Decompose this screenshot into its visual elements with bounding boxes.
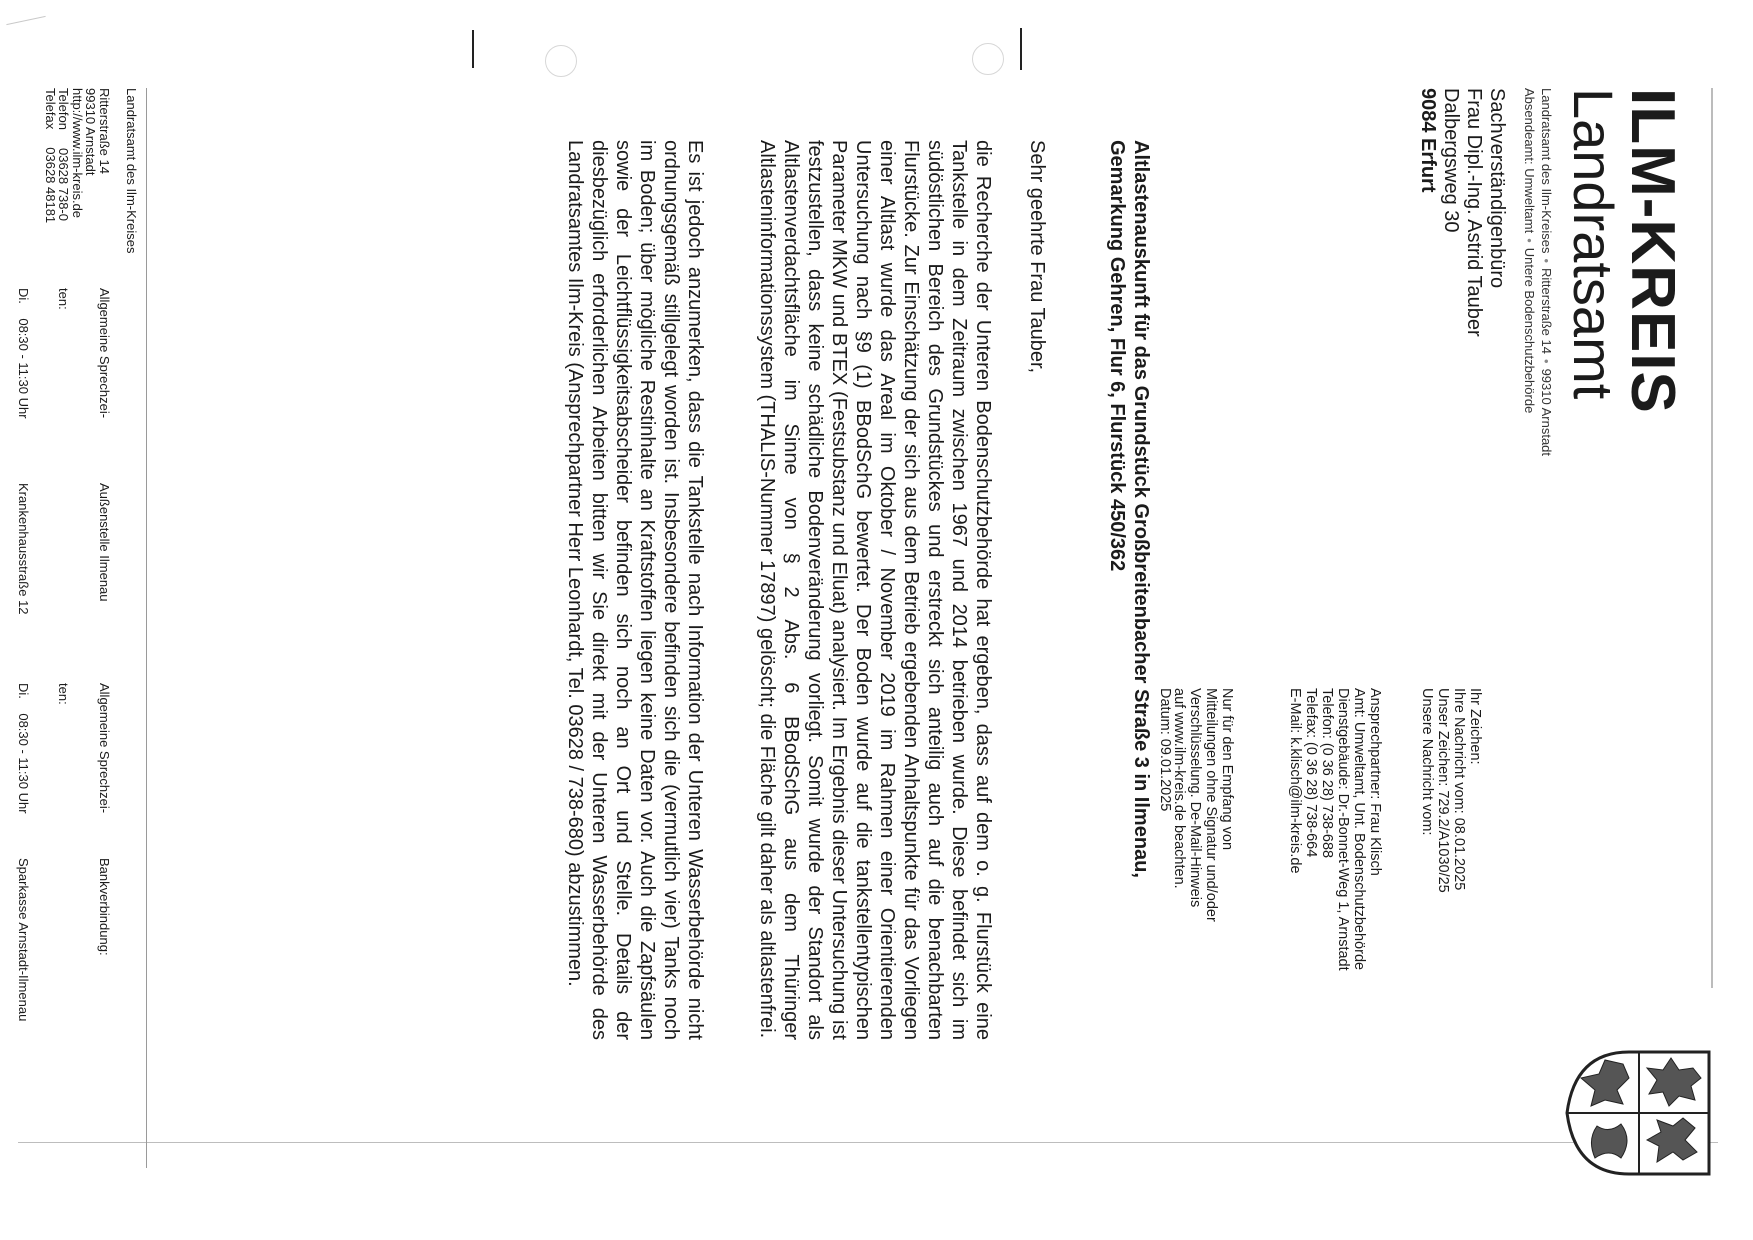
separator-dot: • [1522, 238, 1537, 243]
separator-dot: • [1539, 258, 1554, 264]
scan-fold-mark [1020, 28, 1022, 70]
logo-title: ILM-KREIS [1618, 88, 1687, 414]
coat-of-arms-icon [1563, 1048, 1713, 1178]
logo-subtitle: Landratsamt [1562, 88, 1625, 400]
recipient-address: Sachverständigenbüro Frau Dipl.-Ing. Astrid Tauber Dalbergsweg 30 9084 Erfurt [1417, 88, 1508, 337]
contact-block: Ansprechpartner: Frau Klisch Amt: Umweltamt, Unt. Bodenschutzbehörde Dienstgebäude: Dr.-Bonnet-Weg 1, Arnstadt Telefon: (0 36 28) 738-688 Telefax: (0 36 28) 738-664 E-Mail: k.klisch@ilm-kreis.de [1287, 688, 1383, 971]
punch-hole [545, 45, 577, 77]
reference-block: Ihr Zeichen: Ihre Nachricht vom: 08.01.2025 Unser Zeichen: 729.2/A1030/25 Unsere Nachricht vom: [1419, 688, 1483, 893]
salutation: Sehr geehrte Frau Tauber, [1026, 140, 1048, 374]
footer-column-address: Landratsamt des Ilm-Kreises Ritterstraße 14 99310 Arnstadt http://www.ilm-kreis.de Telefon 03628 738-0 Telefax 03628 48181 [43, 88, 139, 254]
separator-dot: • [1539, 359, 1554, 364]
letter-date: Datum: 09.01.2025 [1157, 688, 1173, 812]
footer-rule [146, 88, 147, 1168]
scan-stroke [6, 16, 45, 25]
header-rule [1711, 88, 1713, 988]
letter-subject: Altlastenauskunft für das Grundstück Großbreitenbacher Straße 3 in Ilmenau, Gemarkung Gehren, Flur 6, Flurstück 450/362 [1106, 140, 1152, 878]
punch-hole [972, 43, 1004, 75]
footer-column-branch: Außenstelle Ilmenau Krankenhausstraße 12 [16, 483, 112, 615]
sender-dept-line: Absendeamt: Umweltamt•Untere Bodenschutzbehörde [1522, 88, 1537, 414]
letter-sheet [16, 88, 1713, 1208]
footer-column-bank: Bankverbindung: Sparkasse Arnstadt-Ilmenau [16, 858, 112, 1022]
body-paragraph: Es ist jedoch anzumerken, dass die Tankstelle nach Information der Unteren Wasserbehörde nicht ordnungsgemäß stillgelegt worden ist. Insbesondere befinden sich die (vermutlich vier) Tanks noch im Boden; über mögliche Restinhalte an Kraftstoffen liegen keine Daten vor. Auch die Zapfsäulen sowie der Leichtflüssigkeitsabscheider befinden sich noch an Ort und Stelle. Details der diesbezüglich erforderlichen Arbeiten bitten wir Sie direkt mit der Unteren Wasserbehörde des Landratsamtes Ilm-Kreis (Ansprechpartner Herr Leonhardt, Tel. 03628 / 738-680) abzustimmen. [564, 140, 706, 1040]
footer-column-branch-hours: Allgemeine Sprechzei- ten: Di. 08:30 - 11:30 Uhr [16, 683, 112, 814]
sender-line: Landratsamt des Ilm-Kreises•Ritterstraße 14•99310 Arnstadt [1539, 88, 1554, 457]
body-paragraph: die Recherche der Unteren Bodenschutzbehörde hat ergeben, dass auf dem o. g. Flurstück eine Tankstelle in dem Zeitraum zwischen 1967 und 2014 betrieben wurde. Diese befindet sich im südöstlichen Bereich des Grundstückes und erstreckt sich anteilig auch auf die benachbarten Flurstücke. Zur Einschätzung der sich aus dem Betrieb ergebenden Anhaltspunkte für das Vorliegen einer Altlast wurde das Areal im Oktober / November 2019 im Rahmen einer Orientierenden Untersuchung nach §9 (1) BBodSchG bewertet. Der Boden wurde auf die tankstellentypischen Parameter MKW und BTEX (Festsubstanz und Eluat) analysiert. Im Ergebnis dieser Untersuchung ist festzustellen, dass keine schädliche Bodenveränderung vorliegt. Somit wurde der Standort als Altlastenverdachtsfläche im Sinne von § 2 Abs. 6 BBodSchG aus dem Thüringer Altlasteninformationssystem (THALIS-Nummer 17897) gelöscht; die Fläche gilt daher als altlastenfrei. [756, 140, 994, 1040]
demail-note: Nur für den Empfang von Mitteilungen ohne Signatur und/oder Verschlüsselung. De-Mail-Hinweis auf www.ilm-kreis.de beachten. [1171, 688, 1235, 922]
footer-column-hours: Allgemeine Sprechzei- ten: Di. 08:30 - 11:30 Uhr [16, 288, 112, 419]
scan-fold-mark [472, 30, 474, 68]
